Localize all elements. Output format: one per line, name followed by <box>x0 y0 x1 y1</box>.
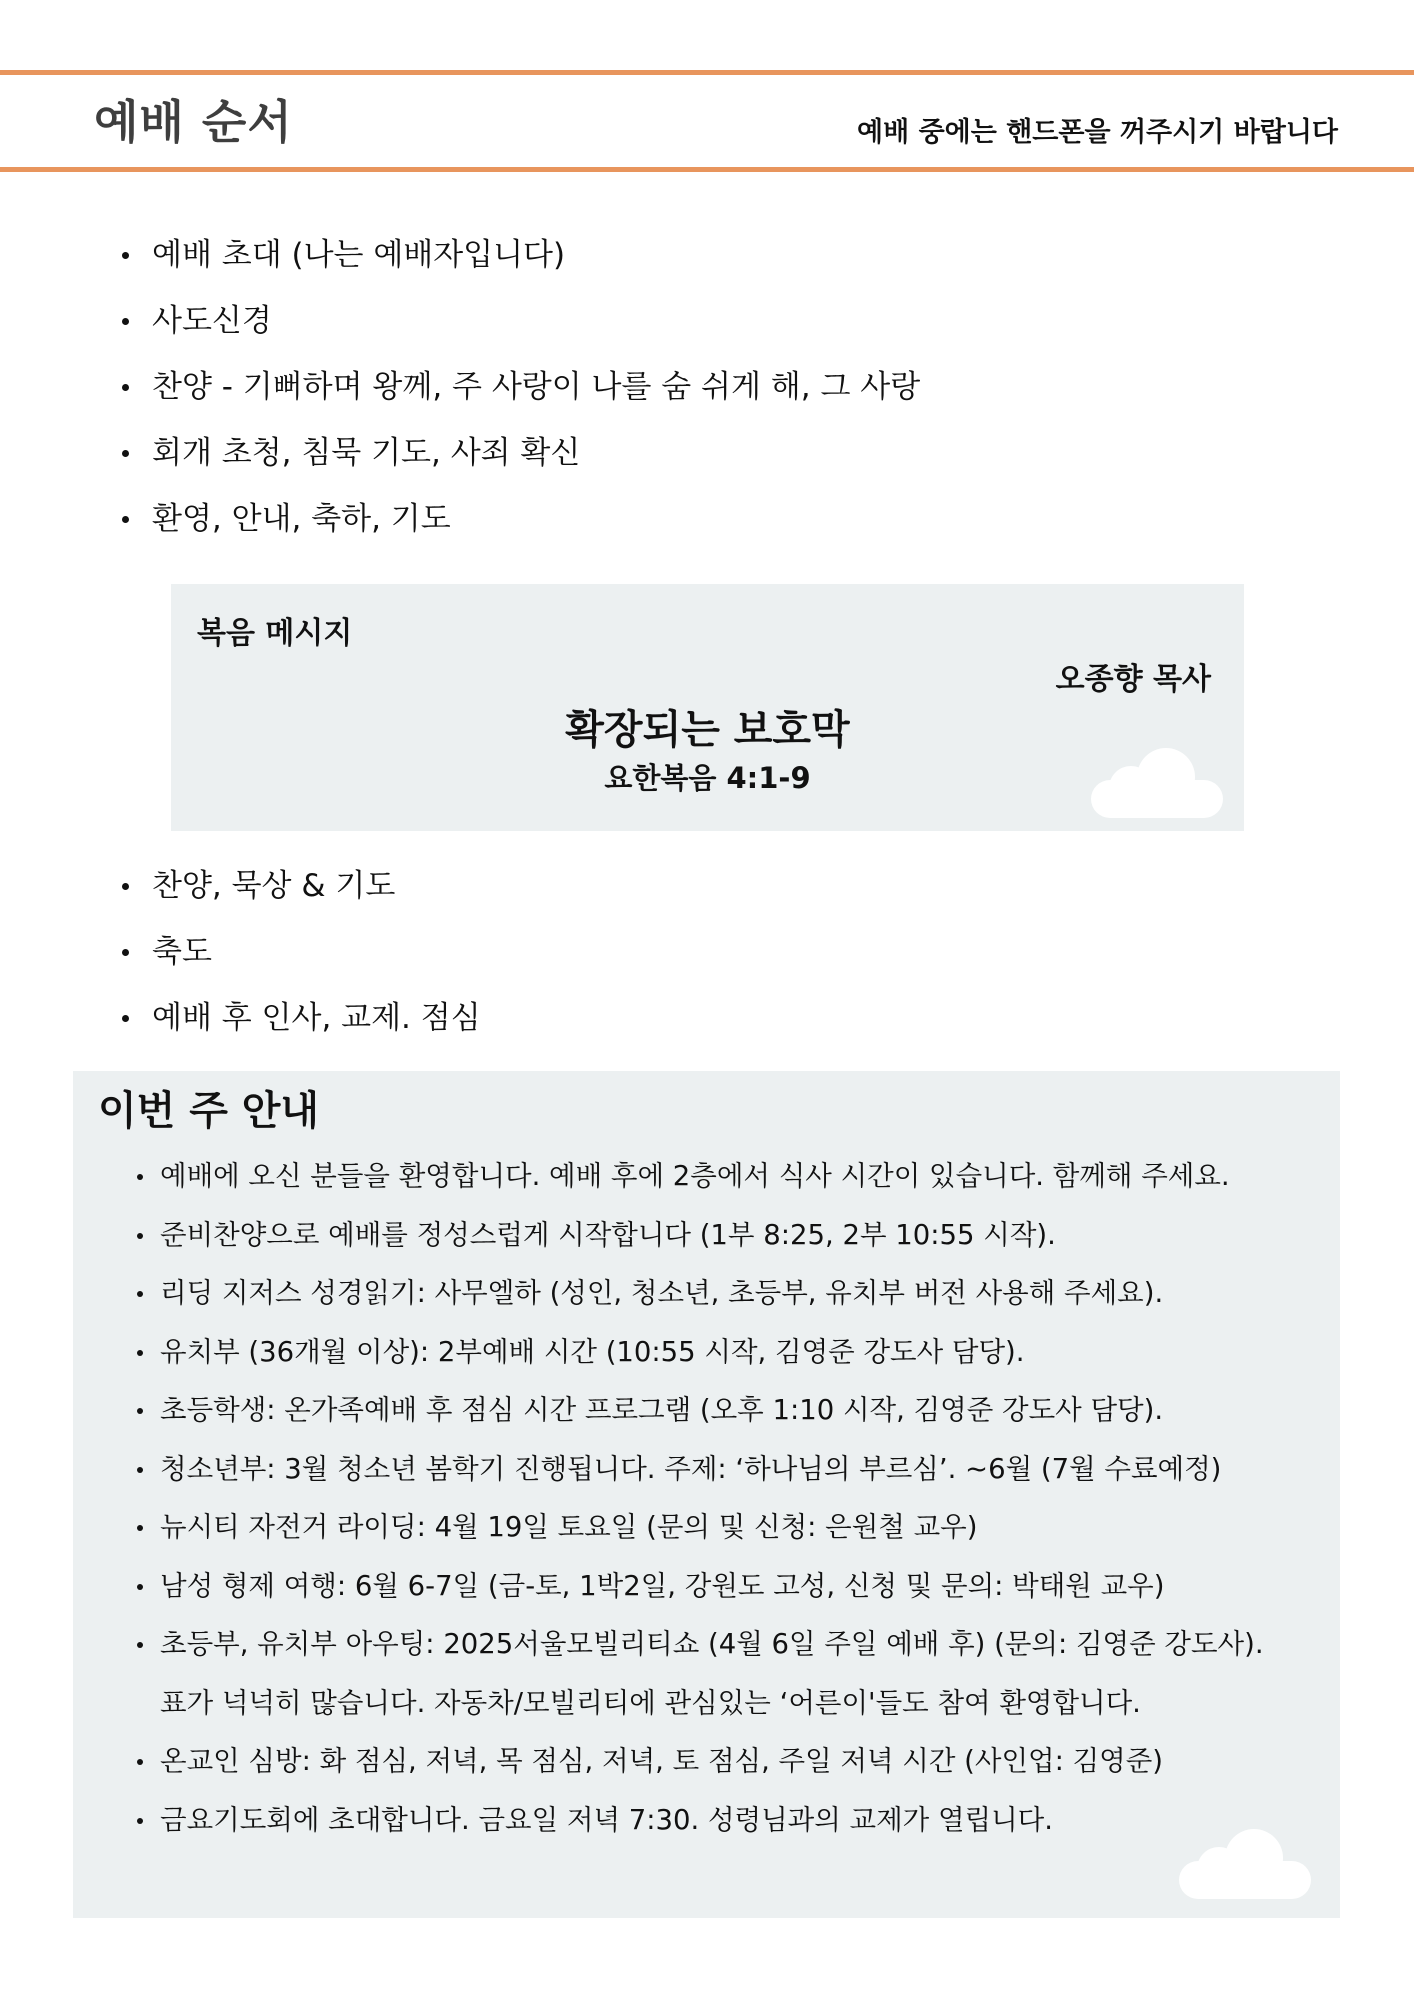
order-item: 환영, 안내, 축하, 기도 <box>118 500 1218 538</box>
worship-order-list-after <box>118 867 1218 1065</box>
worship-order-list <box>118 236 1218 566</box>
cloud-icon <box>1091 748 1223 818</box>
announcement-text: 초등부, 유치부 아우팅: 2025서울모빌리티쇼 (4월 6일 주일 예배 후) (문의: 김영준 강도사). <box>160 1628 1264 1660</box>
order-item: 예배 후 인사, 교제. 점심 <box>118 999 1218 1037</box>
sermon-title: 확장되는 보호막 <box>565 707 850 753</box>
announcements-title: 이번 주 안내 <box>98 1088 320 1134</box>
phone-off-notice: 예배 중에는 핸드폰을 꺼주시기 바랍니다 <box>857 117 1338 148</box>
header-top-rule <box>0 70 1414 75</box>
announcement-continuation: 표가 넉넉히 많습니다. 자동차/모빌리티에 관심있는 ‘어른이'들도 참여 환영합니다. <box>160 1686 1141 1719</box>
announcement-item: 준비찬양으로 예배를 정성스럽게 시작합니다 (1부 8:25, 2부 10:55 시작). <box>135 1206 1325 1265</box>
announcement-item: 리딩 지저스 성경읽기: 사무엘하 (성인, 청소년, 초등부, 유치부 버전 사용해 주세요). <box>135 1264 1325 1323</box>
announcement-item: 청소년부: 3월 청소년 봄학기 진행됩니다. 주제: ‘하나님의 부르심’. ~6월 (7월 수료예정) <box>135 1440 1325 1499</box>
announcement-item: 예배에 오신 분들을 환영합니다. 예배 후에 2층에서 식사 시간이 있습니다. 함께해 주세요. <box>135 1147 1325 1206</box>
gospel-label: 복음 메시지 <box>197 616 353 651</box>
announcement-list <box>135 1147 1325 1849</box>
gospel-message-box <box>171 584 1244 831</box>
scripture-reference: 요한복음 4:1-9 <box>604 761 811 795</box>
order-item: 찬양 - 기뻐하며 왕께, 주 사랑이 나를 숨 쉬게 해, 그 사랑 <box>118 368 1218 406</box>
page-title: 예배 순서 <box>94 95 293 149</box>
announcement-item: 온교인 심방: 화 점심, 저녁, 목 점심, 저녁, 토 점심, 주일 저녁 시간 (사인업: 김영준) <box>135 1732 1325 1791</box>
order-item: 사도신경 <box>118 302 1218 340</box>
order-item: 찬양, 묵상 & 기도 <box>118 867 1218 905</box>
order-item: 회개 초청, 침묵 기도, 사죄 확신 <box>118 434 1218 472</box>
announcement-item: 남성 형제 여행: 6월 6-7일 (금-토, 1박2일, 강원도 고성, 신청 및 문의: 박태원 교우) <box>135 1557 1325 1616</box>
order-item: 예배 초대 (나는 예배자입니다) <box>118 236 1218 274</box>
announcement-item: 뉴시티 자전거 라이딩: 4월 19일 토요일 (문의 및 신청: 은원철 교우) <box>135 1498 1325 1557</box>
announcement-item: 금요기도회에 초대합니다. 금요일 저녁 7:30. 성령님과의 교제가 열립니다. <box>135 1791 1325 1850</box>
cloud-icon <box>1179 1829 1311 1899</box>
header-bottom-rule <box>0 167 1414 172</box>
pastor-name: 오종향 목사 <box>1055 662 1211 697</box>
order-item: 축도 <box>118 933 1218 971</box>
announcement-item <box>135 1615 1325 1732</box>
announcement-item: 유치부 (36개월 이상): 2부예배 시간 (10:55 시작, 김영준 강도사 담당). <box>135 1323 1325 1382</box>
announcements-box <box>73 1071 1340 1918</box>
announcement-item: 초등학생: 온가족예배 후 점심 시간 프로그램 (오후 1:10 시작, 김영준 강도사 담당). <box>135 1381 1325 1440</box>
